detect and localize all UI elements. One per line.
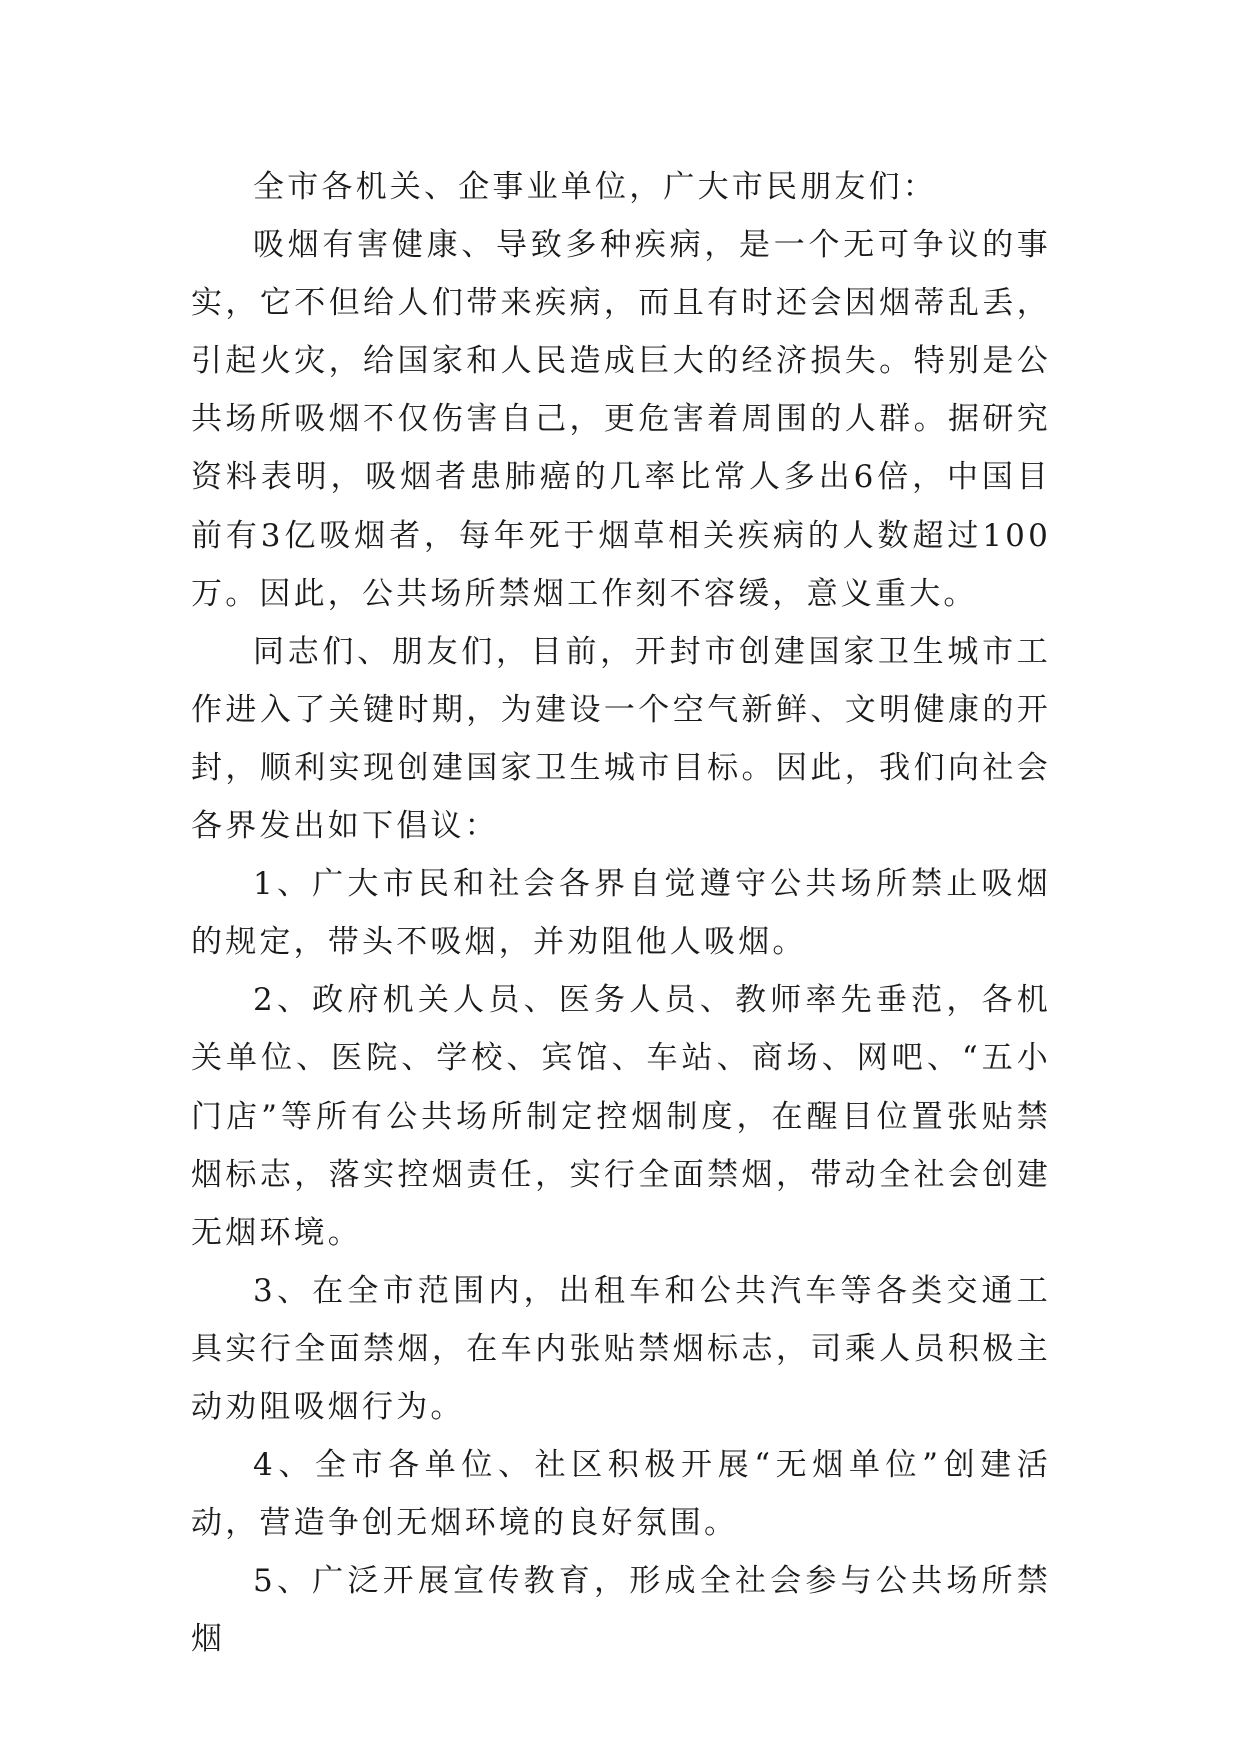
proposal-item-1: 1、广大市民和社会各界自觉遵守公共场所禁止吸烟的规定，带头不吸烟，并劝阻他人吸烟。 bbox=[191, 866, 1051, 961]
salutation: 全市各机关、企事业单位，广大市民朋友们： bbox=[253, 169, 937, 205]
proposal-item-5: 5、广泛开展宣传教育，形成全社会参与公共场所禁烟 bbox=[191, 1563, 1051, 1658]
paragraph-call: 同志们、朋友们，目前，开封市创建国家卫生城市工作进入了关键时期，为建设一个空气新鲜、文明健康的开封，顺利实现创建国家卫生城市目标。因此，我们向社会各界发出如下倡议： bbox=[191, 633, 1051, 845]
paragraph-intro: 吸烟有害健康、导致多种疾病，是一个无可争议的事实，它不但给人们带来疾病，而且有时还会因烟蒂乱丢，引起火灾，给国家和人民造成巨大的经济损失。特别是公共场所吸烟不仅伤害自己，更危害着周围的人群。据研究资料表明，吸烟者患肺癌的几率比常人多出6倍，中国目前有3亿吸烟者，每年死于烟草相关疾病的人数超过100万。因此，公共场所禁烟工作刻不容缓，意义重大。 bbox=[191, 227, 1051, 612]
proposal-item-3: 3、在全市范围内，出租车和公共汽车等各类交通工具实行全面禁烟，在车内张贴禁烟标志，司乘人员积极主动劝阻吸烟行为。 bbox=[191, 1272, 1051, 1425]
document-body bbox=[191, 158, 1051, 1668]
proposal-item-2: 2、政府机关人员、医务人员、教师率先垂范，各机关单位、医院、学校、宾馆、车站、商场、网吧、“五小门店”等所有公共场所制定控烟制度，在醒目位置张贴禁烟标志，落实控烟责任，实行全面禁烟，带动全社会创建无烟环境。 bbox=[191, 982, 1051, 1251]
proposal-item-4: 4、全市各单位、社区积极开展“无烟单位”创建活动，营造争创无烟环境的良好氛围。 bbox=[191, 1447, 1051, 1542]
